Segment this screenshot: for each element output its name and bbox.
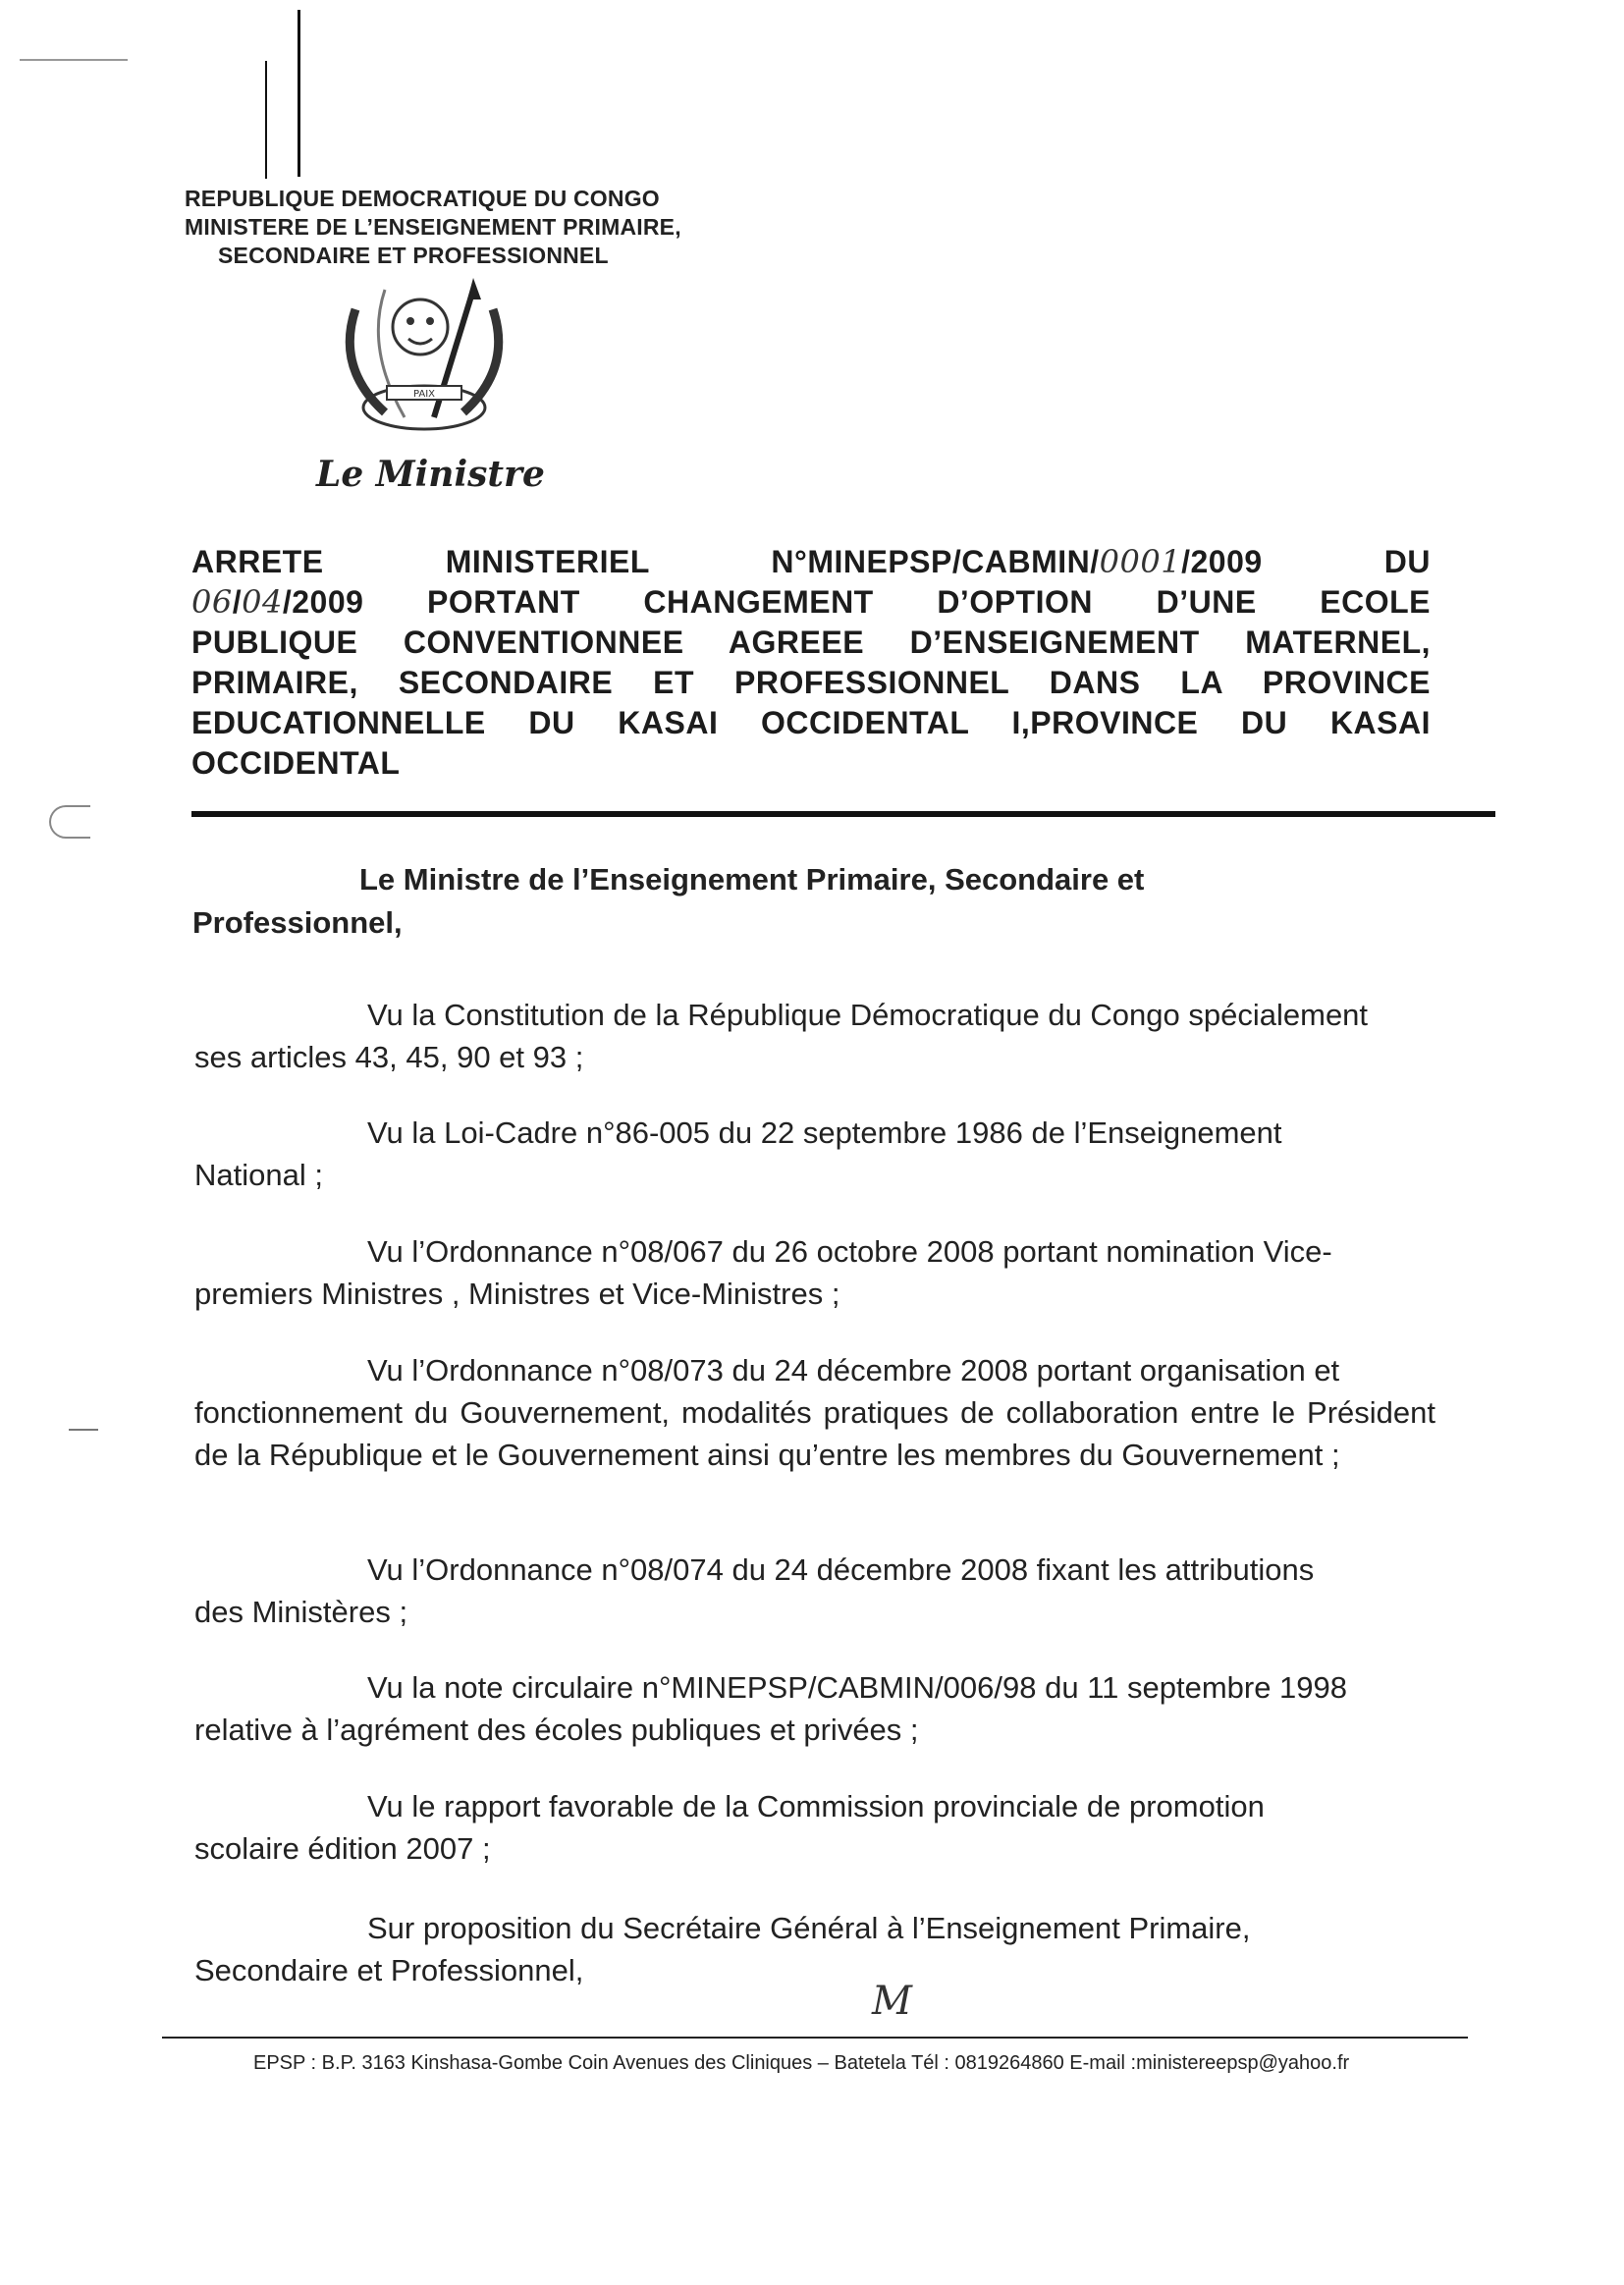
recital-paragraph bbox=[194, 1549, 1435, 1633]
recital-rest: Secondaire et Professionnel, bbox=[194, 1953, 584, 1987]
recital-rest: relative à l’agrément des écoles publiques et privées ; bbox=[194, 1713, 919, 1747]
title-line: EDUCATIONNELLE DU KASAI OCCIDENTAL I,PROVINCE DU KASAI bbox=[191, 705, 1431, 740]
recital-rest: des Ministères ; bbox=[194, 1595, 408, 1629]
recital-rest: National ; bbox=[194, 1158, 323, 1192]
recital-first-line: Vu l’Ordonnance n°08/074 du 24 décembre 2008 fixant les attributions bbox=[367, 1552, 1315, 1587]
title-text: /2009 PORTANT CHANGEMENT D’OPTION D’UNE ECOLE bbox=[282, 584, 1431, 620]
decree-day-handwritten: 06 bbox=[191, 583, 233, 621]
recital-paragraph bbox=[194, 1785, 1435, 1870]
title-line: PRIMAIRE, SECONDAIRE ET PROFESSIONNEL DANS LA PROVINCE bbox=[191, 665, 1431, 700]
preamble-heading bbox=[192, 858, 1371, 945]
preamble-line: Professionnel, bbox=[192, 905, 403, 940]
recital-first-line: Vu le rapport favorable de la Commission provinciale de promotion bbox=[367, 1789, 1265, 1823]
recital-rest: premiers Ministres , Ministres et Vice-Ministres ; bbox=[194, 1277, 840, 1311]
recital-paragraph bbox=[194, 1666, 1435, 1751]
recital-paragraph bbox=[194, 1112, 1435, 1196]
footer-address: EPSP : B.P. 3163 Kinshasa-Gombe Coin Avenues des Cliniques – Batetela Tél : 0819264860 E-mail :ministereepsp@yahoo.fr bbox=[253, 2052, 1350, 2074]
preamble-line: Le Ministre de l’Enseignement Primaire, Secondaire et bbox=[359, 862, 1145, 897]
title-line: OCCIDENTAL bbox=[191, 745, 401, 781]
recital-first-line: Vu la Loi-Cadre n°86-005 du 22 septembre 1986 de l’Enseignement bbox=[367, 1115, 1282, 1150]
title-line: PUBLIQUE CONVENTIONNEE AGREEE D’ENSEIGNEMENT MATERNEL, bbox=[191, 625, 1431, 660]
recital-rest: scolaire édition 2007 ; bbox=[194, 1831, 491, 1866]
recital-rest: fonctionnement du Gouvernement, modalités pratiques de collaboration entre le Président de la République et le Gouvernement ainsi qu’entre les membres du Gouvernement ; bbox=[194, 1395, 1435, 1472]
letterhead bbox=[185, 185, 681, 270]
decree-title bbox=[191, 542, 1431, 784]
margin-stroke bbox=[265, 61, 267, 179]
country-name: REPUBLIQUE DEMOCRATIQUE DU CONGO bbox=[185, 186, 660, 211]
recital-paragraph bbox=[194, 1907, 1435, 1991]
decree-month-handwritten: 04 bbox=[242, 583, 283, 621]
recital-paragraph bbox=[194, 1230, 1435, 1315]
recital-paragraph bbox=[194, 994, 1435, 1078]
date-separator: / bbox=[232, 584, 243, 620]
scan-speck bbox=[69, 1429, 98, 1431]
recital-first-line: Vu la note circulaire n°MINEPSP/CABMIN/006/98 du 11 septembre 1998 bbox=[367, 1670, 1348, 1705]
scan-speck bbox=[20, 59, 128, 61]
ministry-name-cont: SECONDAIRE ET PROFESSIONNEL bbox=[218, 243, 609, 268]
decree-number-handwritten: 0001 bbox=[1099, 543, 1182, 580]
coat-of-arms-icon bbox=[316, 270, 532, 447]
minister-heading: Le Ministre bbox=[316, 454, 545, 495]
title-ref-suffix: /2009 DU bbox=[1181, 544, 1432, 579]
scan-speck bbox=[49, 805, 90, 839]
ministry-name: MINISTERE DE L’ENSEIGNEMENT PRIMAIRE, bbox=[185, 214, 681, 240]
recital-rest: ses articles 43, 45, 90 et 93 ; bbox=[194, 1040, 584, 1074]
recital-paragraph bbox=[194, 1349, 1435, 1476]
title-line bbox=[191, 582, 1431, 623]
recital-first-line: Vu l’Ordonnance n°08/067 du 26 octobre 2008 portant nomination Vice- bbox=[367, 1234, 1332, 1269]
recital-first-line: Vu la Constitution de la République Démocratique du Congo spécialement bbox=[367, 998, 1369, 1032]
title-line bbox=[191, 542, 1431, 582]
recital-first-line: Sur proposition du Secrétaire Général à l’Enseignement Primaire, bbox=[367, 1911, 1251, 1945]
svg-text:PAIX: PAIX bbox=[412, 389, 436, 400]
handwritten-initials: M bbox=[872, 1979, 912, 2024]
margin-stroke bbox=[298, 10, 300, 177]
title-ref-prefix: ARRETE MINISTERIEL N°MINEPSP/CABMIN/ bbox=[191, 544, 1100, 579]
recital-first-line: Vu l’Ordonnance n°08/073 du 24 décembre 2008 portant organisation et bbox=[367, 1353, 1340, 1387]
footer-divider bbox=[162, 2037, 1468, 2039]
title-divider bbox=[191, 811, 1495, 817]
